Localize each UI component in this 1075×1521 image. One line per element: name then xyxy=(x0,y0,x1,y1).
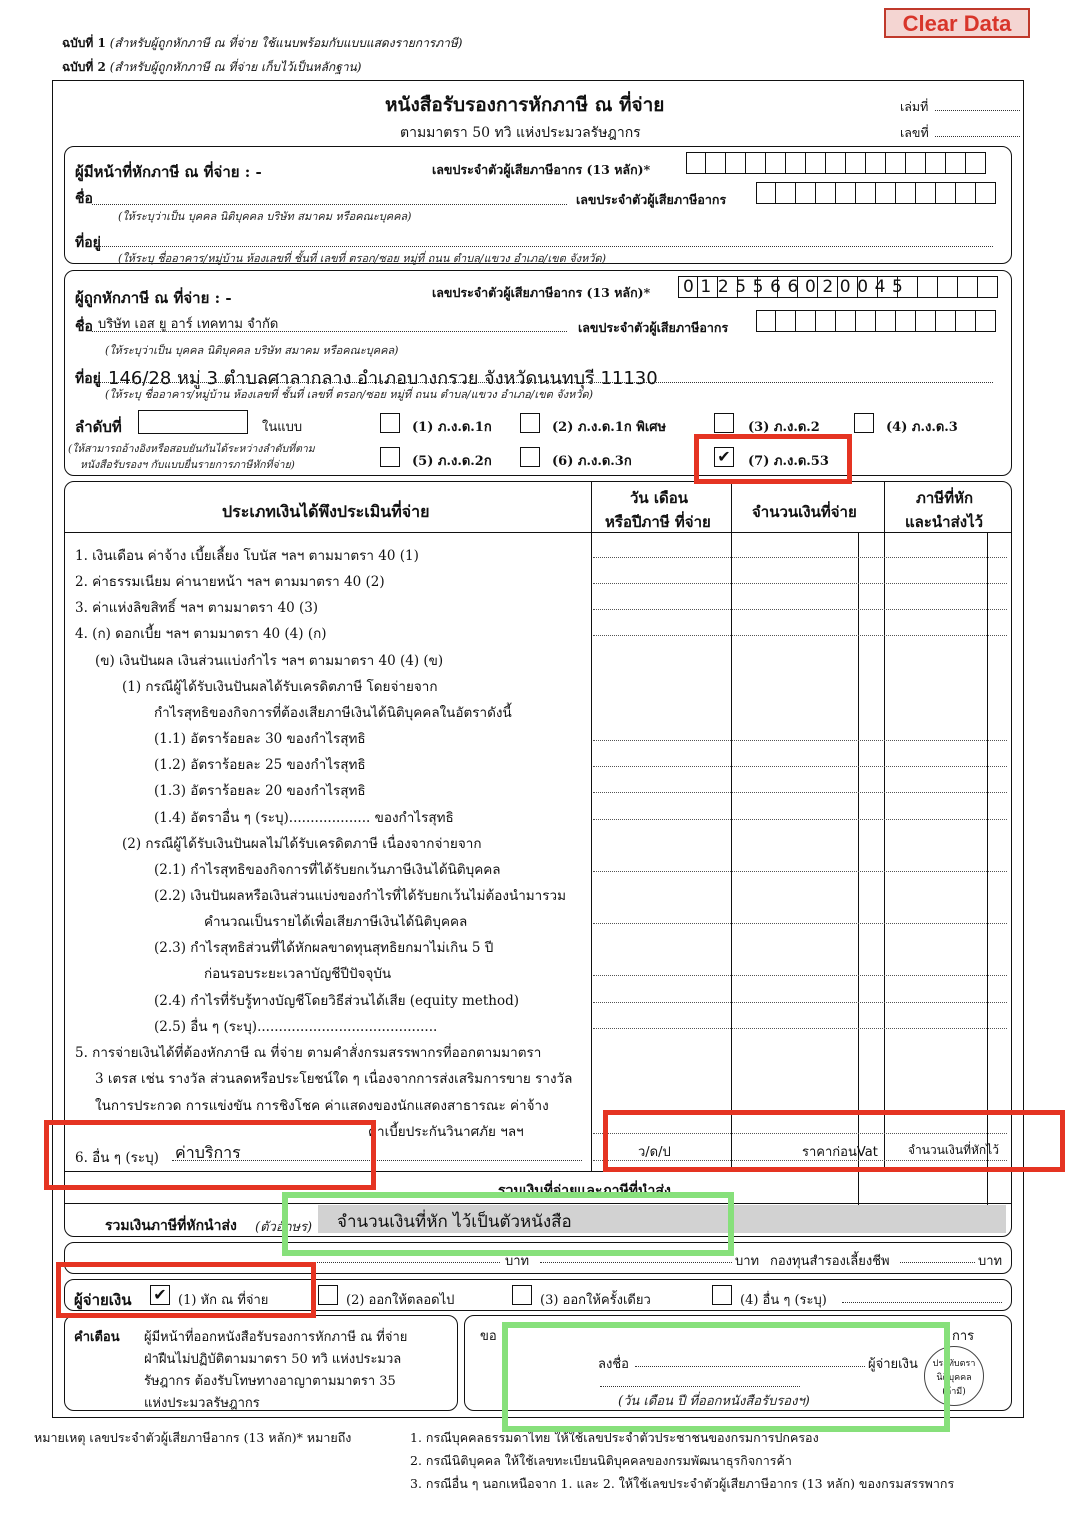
income-row-2-5: (2.5) อื่น ๆ (ระบุ).......................................... xyxy=(154,1019,438,1035)
pay-option-1-label: (1) หัก ณ ที่จ่าย xyxy=(178,1293,269,1308)
payee-name-line xyxy=(92,331,567,332)
payee-address-line xyxy=(100,382,993,383)
highlight-other-amounts xyxy=(603,1110,1065,1172)
col-header-amount: จำนวนเงินที่จ่าย xyxy=(752,503,857,521)
other-tax-value[interactable]: จำนวนเงินที่หักไว้ xyxy=(908,1143,999,1157)
row-2-1-fields[interactable] xyxy=(593,871,1007,872)
payer-tax-id2-input[interactable] xyxy=(756,182,996,204)
other-income-label: 6. อื่น ๆ (ระบุ) xyxy=(75,1150,159,1166)
payee-name-label: ชื่อ xyxy=(75,319,93,335)
warning-line-1: ผู้มีหน้าที่ออกหนังสือรับรองการหักภาษี ณ ที่จ่าย xyxy=(144,1330,408,1345)
row-4a-fields[interactable] xyxy=(593,635,1007,636)
page-title: หนังสือรับรองการหักภาษี ณ ที่จ่าย xyxy=(385,94,665,116)
warning-label: คำเตือน xyxy=(74,1330,120,1345)
payee-name-hint: (ให้ระบุว่าเป็น บุคคล นิติบุคคล บริษัท สมาคม หรือคณะบุคคล) xyxy=(105,344,399,357)
row-2-fields[interactable] xyxy=(593,583,1007,584)
payer-address-label: ที่อยู่ xyxy=(75,235,101,251)
signature-cert-prefix: ขอ xyxy=(480,1329,497,1344)
payee-address-value[interactable]: 146/28 หมู่ 3 ตำบลศาลากลาง อำเภอบางกรวย จังหวัดนนทบุรี 11130 xyxy=(108,368,658,389)
other-income-value[interactable]: ค่าบริการ xyxy=(175,1143,241,1162)
col-divider-1 xyxy=(591,482,592,1172)
form-pnd2k-label: (5) ภ.ง.ด.2ก xyxy=(412,454,492,469)
payee-heading: ผู้ถูกหักภาษี ณ ที่จ่าย : - xyxy=(75,289,232,307)
seal-line-3: (ถ้ามี) xyxy=(942,1387,966,1397)
payee-tax-id-label: เลขประจำตัวผู้เสียภาษีอากร (13 หลัก)* xyxy=(432,285,651,300)
seal-line-1: ประทับตรา xyxy=(932,1359,976,1369)
copy-1-note xyxy=(62,34,463,53)
total-tax-words-value: จำนวนเงินที่หัก ไว้เป็นตัวหนังสือ xyxy=(337,1212,572,1232)
warning-line-4: แห่งประมวลรัษฎากร xyxy=(144,1396,260,1411)
payer-tax-id-input[interactable] xyxy=(686,152,986,174)
income-row-5: 5. การจ่ายเงินได้ที่ต้องหักภาษี ณ ที่จ่าย ตามคำสั่งกรมสรรพากรที่ออกตามมาตรา xyxy=(75,1045,542,1061)
highlight-total-words xyxy=(282,1192,734,1256)
income-row-4b1: (1) กรณีผู้ได้รับเงินปันผลได้รับเครดิตภาษี โดยจ่ายจาก xyxy=(122,679,438,695)
sign-date-hint: (วัน เดือน ปี ที่ออกหนังสือรับรองฯ) xyxy=(618,1394,810,1409)
income-row-2-3: (2.3) กำไรสุทธิส่วนที่ได้หักผลขาดทุนสุทธิยกมาไม่เกิน 5 ปี xyxy=(154,940,494,956)
fund-unit-mid: บาท xyxy=(735,1254,760,1269)
income-row-5-cont-1: 3 เตรส เช่น รางวัล ส่วนลดหรือประโยชน์ใด ๆ เนื่องจากการส่งเสริมการขาย รางวัล xyxy=(95,1071,573,1087)
copy-2-note xyxy=(62,58,361,77)
fund-unit-1: บาท xyxy=(505,1254,530,1269)
book-no-field[interactable] xyxy=(935,110,1020,111)
provident-fund-line[interactable] xyxy=(900,1262,975,1263)
payer-address-field[interactable] xyxy=(100,246,993,247)
payee-tax-id2-label: เลขประจำตัวผู้เสียภาษีอากร xyxy=(578,320,729,335)
warning-line-2: ฝ่าฝืนไม่ปฏิบัติตามมาตรา 50 ทวิ แห่งประมวล xyxy=(144,1352,402,1367)
highlight-signature xyxy=(502,1322,950,1432)
form-pnd3k-label: (6) ภ.ง.ด.3ก xyxy=(552,454,632,469)
order-hint-1: (ให้สามารถอ้างอิงหรือสอบยันกันได้ระหว่างลำดับที่ตาม xyxy=(68,443,315,455)
total-paid-label: รวมเงินที่จ่ายและภาษีที่นำส่ง xyxy=(498,1183,671,1199)
other-amount-value[interactable]: ราคาก่อนVat xyxy=(802,1145,878,1160)
in-form-label: ในแบบ xyxy=(262,420,303,435)
pay-option-4-label: (4) อื่น ๆ (ระบุ) xyxy=(740,1293,827,1308)
pay-option-3-label: (3) ออกให้ครั้งเดียว xyxy=(540,1293,651,1308)
warning-line-3: รัษฎากร ต้องรับโทษทางอาญาตามมาตรา 35 xyxy=(144,1374,396,1389)
payer-tax-id-label: เลขประจำตัวผู้เสียภาษีอากร (13 หลัก)* xyxy=(432,162,651,177)
note-2: 2. กรณีนิติบุคคล ให้ใช้เลขทะเบียนนิติบุคคลของกรมพัฒนาธุรกิจการค้า xyxy=(410,1453,792,1468)
pay-option-4-field[interactable] xyxy=(842,1302,1002,1303)
pay-option-2-checkbox[interactable] xyxy=(318,1285,338,1305)
payer-sign-label: ผู้จ่ายเงิน xyxy=(868,1357,918,1372)
note-3: 3. กรณีอื่น ๆ นอกเหนือจาก 1. และ 2. ให้ใช้เลขประจำตัวผู้เสียภาษีอากร (13 หลัก) ของกรมสรรพากร xyxy=(410,1476,955,1491)
payer-name-hint: (ให้ระบุว่าเป็น บุคคล นิติบุคคล บริษัท สมาคม หรือคณะบุคคล) xyxy=(118,210,412,223)
copy-2-label: ฉบับที่ 2 xyxy=(62,60,106,74)
income-row-2-2: (2.2) เงินปันผลหรือเงินส่วนแบ่งของกำไรที่ได้รับยกเว้นไม่ต้องนำมารวม xyxy=(154,888,566,904)
form-pnd1k-special-label: (2) ภ.ง.ด.1ก พิเศษ xyxy=(552,420,667,435)
income-row-1-4: (1.4) อัตราอื่น ๆ (ระบุ)................... ของกำไรสุทธิ xyxy=(154,810,454,826)
row-1-3-fields[interactable] xyxy=(593,792,1007,793)
row-2-4-fields[interactable] xyxy=(593,1002,1007,1003)
notes-label: หมายเหตุ เลขประจำตัวผู้เสียภาษีอากร (13 หลัก)* หมายถึง xyxy=(34,1430,352,1445)
row-2-5-fields[interactable] xyxy=(593,1028,1007,1029)
income-row-2-1: (2.1) กำไรสุทธิของกิจการที่ได้รับยกเว้นภาษีเงินได้นิติบุคคล xyxy=(154,862,501,878)
payee-name-value[interactable]: บริษัท เอส ยู อาร์ เทคทาม จำกัด xyxy=(98,317,279,332)
income-row-1-1: (1.1) อัตราร้อยละ 30 ของกำไรสุทธิ xyxy=(154,731,366,747)
income-row-1-3: (1.3) อัตราร้อยละ 20 ของกำไรสุทธิ xyxy=(154,783,366,799)
income-row-1: 1. เงินเดือน ค่าจ้าง เบี้ยเลี้ยง โบนัส ฯลฯ ตามมาตรา 40 (1) xyxy=(75,548,419,564)
provident-fund-label: กองทุนสำรองเลี้ยงชีพ xyxy=(770,1254,890,1269)
income-row-4b2: (2) กรณีผู้ได้รับเงินปันผลไม่ได้รับเครดิตภาษี เนื่องจากจ่ายจาก xyxy=(122,836,482,852)
pay-option-3-checkbox[interactable] xyxy=(512,1285,532,1305)
col-header-type: ประเภทเงินได้พึงประเมินที่จ่าย xyxy=(222,502,430,521)
payer-heading: ผู้มีหน้าที่หักภาษี ณ ที่จ่าย : - xyxy=(75,163,262,181)
col-divider-3 xyxy=(884,482,885,1172)
doc-no-label: เลขที่ xyxy=(900,125,929,140)
col-header-tax-2: และนำส่งไว้ xyxy=(905,513,984,531)
income-row-5-cont-2: ในการประกวด การแข่งขัน การชิงโชค ค่าแสดงของนักแสดงสาธารณะ ค่าจ้าง xyxy=(95,1098,549,1114)
form-pnd1k-special-checkbox[interactable] xyxy=(520,413,540,433)
highlight-other-income xyxy=(44,1120,376,1190)
form-pnd3k-checkbox[interactable] xyxy=(520,447,540,467)
total-tax-label: รวมเงินภาษีที่หักนำส่ง xyxy=(105,1218,237,1234)
income-row-2-2-cont: คำนวณเป็นรายได้เพื่อเสียภาษีเงินได้นิติบุคคล xyxy=(204,914,468,930)
pay-option-4-checkbox[interactable] xyxy=(712,1285,732,1305)
payee-address-label: ที่อยู่ xyxy=(75,371,101,387)
col-header-date-2: หรือปีภาษี ที่จ่าย xyxy=(605,513,711,531)
form-pnd1k-label: (1) ภ.ง.ด.1ก xyxy=(412,420,492,435)
book-no-label: เล่มที่ xyxy=(900,99,929,114)
income-row-2-4: (2.4) กำไรที่รับรู้ทางบัญชีโดยวิธีส่วนได้เสีย (equity method) xyxy=(154,993,519,1009)
order-hint-2: หนังสือรับรองฯ กับแบบยื่นรายการภาษีหักที่จ่าย) xyxy=(80,459,295,471)
income-row-5-cont-3: ค่าเบี้ยประกันวินาศภัย ฯลฯ xyxy=(368,1124,524,1140)
form-pnd2-label: (3) ภ.ง.ด.2 xyxy=(748,420,820,435)
order-input[interactable] xyxy=(138,410,248,434)
row-3-fields[interactable] xyxy=(593,609,1007,610)
payer-name-field[interactable] xyxy=(92,204,567,205)
copy-1-label: ฉบับที่ 1 xyxy=(62,36,106,50)
row-1-fields[interactable] xyxy=(593,557,1007,558)
income-row-2-3-cont: ก่อนรอบระยะเวลาบัญชีปีปัจจุบัน xyxy=(204,966,392,982)
seal-line-2: นิติบุคคล xyxy=(936,1373,972,1383)
copy-2-text: (สำหรับผู้ถูกหักภาษี ณ ที่จ่าย เก็บไว้เป็นหลักฐาน) xyxy=(109,60,362,74)
pay-method-label: ผู้จ่ายเงิน xyxy=(74,1291,132,1309)
other-date-value[interactable]: ว/ด/ป xyxy=(638,1145,671,1160)
income-row-2: 2. ค่าธรรมเนียม ค่านายหน้า ฯลฯ ตามมาตรา 40 (2) xyxy=(75,574,385,590)
form-pnd2-checkbox[interactable] xyxy=(714,413,734,433)
provident-fund-unit: บาท xyxy=(978,1254,1003,1269)
payer-tax-id2-label: เลขประจำตัวผู้เสียภาษีอากร xyxy=(576,192,727,207)
form-pnd2k-checkbox[interactable] xyxy=(380,447,400,467)
order-label: ลำดับที่ xyxy=(75,418,122,436)
row-1-1-fields[interactable] xyxy=(593,740,1007,741)
payee-address-hint: (ให้ระบุ ชื่ออาคาร/หมู่บ้าน ห้องเลขที่ ชั้นที่ เลขที่ ตรอก/ซอย หมู่ที่ ถนน ตำบล/แขวง อำเภอ/เขต จังหวัด) xyxy=(105,388,593,401)
total-tax-hint: (ตัวอักษร) xyxy=(255,1220,313,1235)
pay-option-1-checkbox[interactable]: ✔ xyxy=(150,1285,170,1305)
income-row-3: 3. ค่าแห่งลิขสิทธิ์ ฯลฯ ตามมาตรา 40 (3) xyxy=(75,600,319,616)
fund-line-2[interactable] xyxy=(540,1262,732,1263)
col-header-date-1: วัน เดือน xyxy=(630,489,689,507)
payee-tax-id-value: 0 1 2 5 5 6 6 0 2 0 0 4 5 xyxy=(683,277,904,297)
income-row-1-2: (1.2) อัตราร้อยละ 25 ของกำไรสุทธิ xyxy=(154,757,366,773)
clear-data-button[interactable]: Clear Data xyxy=(884,8,1030,38)
row-1-2-fields[interactable] xyxy=(593,766,1007,767)
table-header-divider xyxy=(65,532,1011,533)
doc-no-field[interactable] xyxy=(935,136,1020,137)
pay-option-2-label: (2) ออกให้ตลอดไป xyxy=(346,1293,455,1308)
col-divider-2 xyxy=(731,482,732,1172)
form-pnd53-label: (7) ภ.ง.ด.53 xyxy=(748,454,829,469)
col-header-tax-1: ภาษีที่หัก xyxy=(916,489,974,507)
payer-name-label: ชื่อ xyxy=(75,191,93,207)
row-1-4-fields[interactable] xyxy=(593,819,1007,820)
note-1: 1. กรณีบุคคลธรรมดาไทย ให้ใช้เลขประจำตัวประชาชนของกรมการปกครอง xyxy=(410,1430,819,1445)
income-row-4b: (ข) เงินปันผล เงินส่วนแบ่งกำไร ฯลฯ ตามมาตรา 40 (4) (ข) xyxy=(95,653,444,669)
page-subtitle: ตามมาตรา 50 ทวิ แห่งประมวลรัษฎากร xyxy=(400,125,641,141)
income-row-4a: 4. (ก) ดอกเบี้ย ฯลฯ ตามมาตรา 40 (4) (ก) xyxy=(75,626,327,642)
payee-tax-id2-input[interactable] xyxy=(756,310,996,332)
row-2-3-fields[interactable] xyxy=(593,975,1007,976)
highlight-pnd53 xyxy=(694,434,852,484)
signature-cert-suffix: การ xyxy=(952,1329,975,1344)
income-row-4b1-cont: กำไรสุทธิของกิจการที่ต้องเสียภาษีเงินได้นิติบุคคลในอัตราดังนี้ xyxy=(154,705,512,721)
form-pnd3-checkbox[interactable] xyxy=(854,413,874,433)
sign-label: ลงชื่อ xyxy=(598,1357,629,1372)
form-pnd1k-checkbox[interactable] xyxy=(380,413,400,433)
copy-1-text: (สำหรับผู้ถูกหักภาษี ณ ที่จ่าย ใช้แนบพร้อมกับแบบแสดงรายการภาษี) xyxy=(109,36,463,50)
row-2-2-fields[interactable] xyxy=(593,923,1007,924)
form-pnd53-checkbox[interactable]: ✔ xyxy=(714,447,734,467)
form-pnd3-label: (4) ภ.ง.ด.3 xyxy=(886,420,958,435)
highlight-pay-method xyxy=(56,1262,316,1318)
payer-address-hint: (ให้ระบุ ชื่ออาคาร/หมู่บ้าน ห้องเลขที่ ชั้นที่ เลขที่ ตรอก/ซอย หมู่ที่ ถนน ตำบล/แขวง อำเภอ/เขต จังหวัด) xyxy=(118,252,606,265)
